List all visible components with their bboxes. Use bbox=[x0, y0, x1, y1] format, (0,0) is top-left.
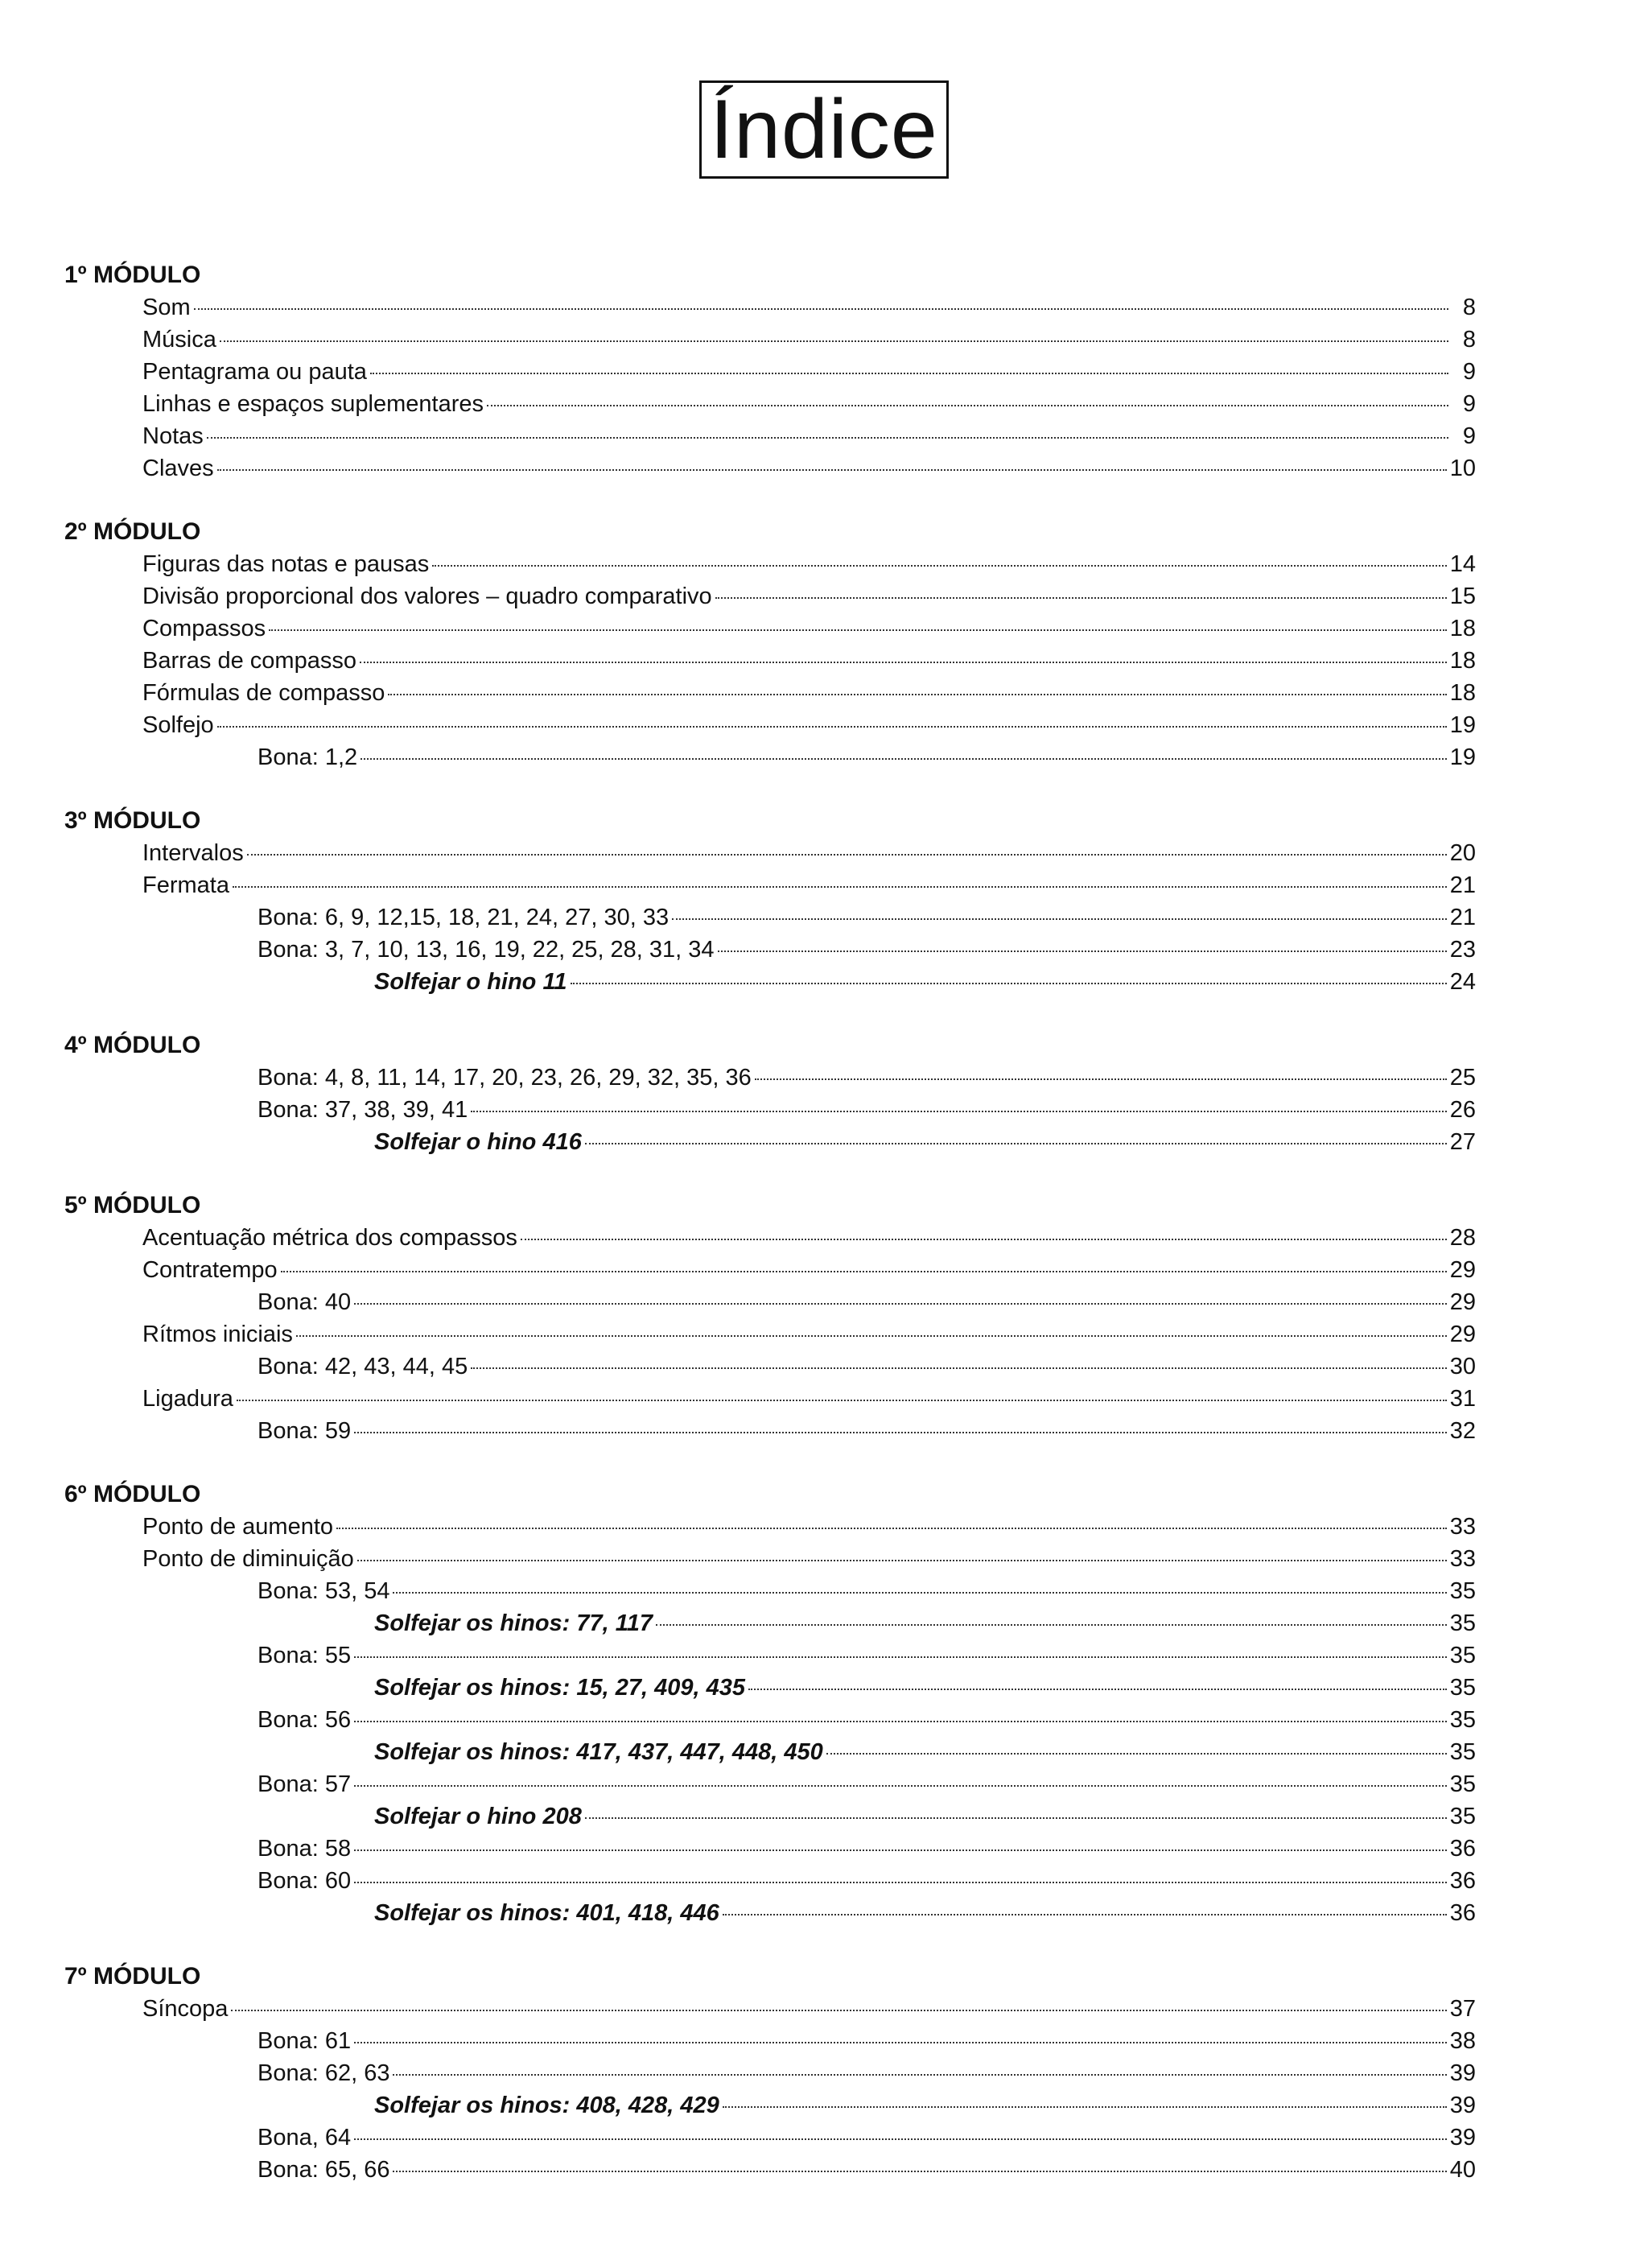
dot-leader bbox=[487, 404, 1448, 406]
toc-entry-label: Divisão proporcional dos valores – quadro comparativo bbox=[142, 583, 712, 609]
module-section bbox=[0, 516, 1648, 773]
toc-entry bbox=[258, 2057, 1476, 2089]
toc-entry bbox=[258, 1704, 1476, 1736]
toc-entry-page-number: 33 bbox=[1449, 1546, 1476, 1572]
toc-entry-label: Bona: 1,2 bbox=[258, 744, 358, 770]
toc-entry-label: Fermata bbox=[142, 872, 229, 898]
toc-entry bbox=[374, 1800, 1476, 1833]
dot-leader bbox=[281, 1270, 1447, 1272]
toc-entry-label: Solfejar os hinos: 408, 428, 429 bbox=[374, 2093, 719, 2118]
module-title: 4º MÓDULO bbox=[64, 1032, 201, 1058]
page-header bbox=[0, 80, 1648, 179]
toc-entry-page-number: 37 bbox=[1449, 1996, 1476, 2022]
toc-entry-page-number: 39 bbox=[1449, 2093, 1476, 2118]
toc-entry bbox=[374, 1897, 1476, 1929]
dot-leader bbox=[194, 307, 1448, 310]
toc-entry bbox=[258, 1833, 1476, 1865]
toc-entry bbox=[142, 1511, 1476, 1543]
toc-entry-label: Figuras das notas e pausas bbox=[142, 551, 430, 577]
dot-leader bbox=[354, 1720, 1447, 1722]
toc-entry-page-number: 35 bbox=[1449, 1578, 1476, 1604]
toc-entry-page-number: 35 bbox=[1449, 1675, 1476, 1701]
toc-entry bbox=[258, 1575, 1476, 1607]
toc-entry-page-number: 31 bbox=[1449, 1386, 1476, 1412]
toc-entry bbox=[258, 2025, 1476, 2057]
toc-entry-page-number: 28 bbox=[1449, 1225, 1476, 1251]
toc-entry-label: Ponto de aumento bbox=[142, 1514, 334, 1540]
toc-entry-label: Bona: 55 bbox=[258, 1643, 352, 1668]
toc-entry bbox=[374, 966, 1476, 998]
dot-leader bbox=[354, 1656, 1447, 1658]
toc-entry-label: Ponto de diminuição bbox=[142, 1546, 354, 1572]
toc-entry-page-number: 10 bbox=[1449, 456, 1476, 481]
dot-leader bbox=[432, 564, 1446, 567]
toc-entry-label: Bona: 4, 8, 11, 14, 17, 20, 23, 26, 29, 32, 35, 36 bbox=[258, 1065, 752, 1091]
dot-leader bbox=[585, 1816, 1447, 1819]
toc-entry bbox=[374, 1607, 1476, 1639]
dot-leader bbox=[521, 1238, 1447, 1240]
toc-entry bbox=[258, 1286, 1476, 1318]
dot-leader bbox=[354, 1784, 1447, 1787]
dot-leader bbox=[354, 1881, 1447, 1883]
toc-entry bbox=[142, 612, 1476, 645]
toc-entry bbox=[258, 1062, 1476, 1094]
toc-entry-label: Contratempo bbox=[142, 1257, 278, 1283]
toc-entry-page-number: 19 bbox=[1449, 712, 1476, 738]
toc-entry-page-number: 25 bbox=[1449, 1065, 1476, 1091]
toc-entry-page-number: 8 bbox=[1462, 327, 1476, 353]
module-title: 1º MÓDULO bbox=[64, 262, 201, 288]
toc-entry-page-number: 26 bbox=[1449, 1097, 1476, 1123]
toc-entry-label: Pentagrama ou pauta bbox=[142, 359, 367, 385]
dot-leader bbox=[370, 372, 1448, 374]
dot-leader bbox=[393, 1591, 1446, 1594]
toc-entry-label: Claves bbox=[142, 456, 214, 481]
module-section bbox=[0, 1478, 1648, 1929]
toc-entry-page-number: 18 bbox=[1449, 680, 1476, 706]
toc-entry-page-number: 27 bbox=[1449, 1129, 1476, 1155]
dot-leader bbox=[672, 918, 1447, 920]
toc-entry-page-number: 20 bbox=[1449, 840, 1476, 866]
module-section bbox=[0, 1029, 1648, 1158]
toc-entry-label: Rítmos iniciais bbox=[142, 1322, 293, 1347]
toc-entry-page-number: 40 bbox=[1449, 2157, 1476, 2183]
dot-leader bbox=[217, 468, 1447, 471]
toc-entry-page-number: 14 bbox=[1449, 551, 1476, 577]
module-title: 5º MÓDULO bbox=[64, 1192, 201, 1219]
dot-leader bbox=[826, 1752, 1447, 1755]
toc-entry bbox=[142, 645, 1476, 677]
toc-entry-page-number: 29 bbox=[1449, 1322, 1476, 1347]
toc-entry-label: Barras de compasso bbox=[142, 648, 356, 674]
dot-leader bbox=[354, 1431, 1447, 1433]
toc-entry-page-number: 35 bbox=[1449, 1707, 1476, 1733]
toc-entry bbox=[142, 677, 1476, 709]
module-title: 3º MÓDULO bbox=[64, 807, 201, 834]
toc-entry bbox=[258, 1768, 1476, 1800]
toc-entry bbox=[258, 901, 1476, 934]
toc-entry bbox=[142, 1993, 1476, 2025]
dot-leader bbox=[715, 596, 1447, 599]
toc-entry-label: Linhas e espaços suplementares bbox=[142, 391, 484, 417]
toc-entry-page-number: 21 bbox=[1449, 905, 1476, 930]
toc-entry-label: Bona: 57 bbox=[258, 1771, 352, 1797]
dot-leader bbox=[336, 1527, 1447, 1529]
dot-leader bbox=[360, 757, 1447, 760]
toc-entry bbox=[142, 291, 1476, 324]
toc-entry-label: Bona: 40 bbox=[258, 1289, 352, 1315]
module-title: 7º MÓDULO bbox=[64, 1963, 201, 1990]
toc-entry-page-number: 38 bbox=[1449, 2028, 1476, 2054]
toc-entry-page-number: 8 bbox=[1462, 295, 1476, 320]
toc-entry bbox=[142, 548, 1476, 580]
dot-leader bbox=[354, 2138, 1447, 2140]
dot-leader bbox=[217, 725, 1447, 728]
dot-leader bbox=[207, 436, 1448, 439]
toc-entry bbox=[374, 1126, 1476, 1158]
toc-entry-label: Bona: 58 bbox=[258, 1836, 352, 1862]
module-section bbox=[0, 1190, 1648, 1447]
dot-leader bbox=[585, 1142, 1447, 1144]
toc-entry bbox=[142, 388, 1476, 420]
toc-entry-label: Solfejar o hino 416 bbox=[374, 1129, 582, 1155]
toc-entry-page-number: 18 bbox=[1449, 616, 1476, 641]
toc-entry bbox=[258, 1094, 1476, 1126]
dot-leader bbox=[354, 1302, 1447, 1305]
dot-leader bbox=[231, 2009, 1446, 2011]
dot-leader bbox=[471, 1367, 1447, 1369]
dot-leader bbox=[220, 340, 1448, 342]
dot-leader bbox=[354, 2041, 1447, 2043]
dot-leader bbox=[755, 1078, 1447, 1080]
dot-leader bbox=[269, 629, 1447, 631]
toc-entry-page-number: 23 bbox=[1449, 937, 1476, 963]
toc-entry bbox=[258, 1415, 1476, 1447]
toc-entry-page-number: 29 bbox=[1449, 1289, 1476, 1315]
toc-entry-label: Bona: 3, 7, 10, 13, 16, 19, 22, 25, 28, 31, 34 bbox=[258, 937, 715, 963]
module-section bbox=[0, 259, 1648, 485]
toc-entry-label: Solfejar os hinos: 417, 437, 447, 448, 450 bbox=[374, 1739, 823, 1765]
toc-entry-page-number: 35 bbox=[1449, 1643, 1476, 1668]
toc-entry bbox=[374, 1672, 1476, 1704]
toc-entry bbox=[142, 420, 1476, 452]
toc-entry bbox=[258, 1865, 1476, 1897]
dot-leader bbox=[247, 853, 1447, 856]
toc-entry-page-number: 36 bbox=[1449, 1868, 1476, 1894]
toc-entry-page-number: 35 bbox=[1449, 1739, 1476, 1765]
dot-leader bbox=[656, 1623, 1447, 1626]
toc-entry-page-number: 9 bbox=[1462, 391, 1476, 417]
toc-entry bbox=[374, 2089, 1476, 2122]
toc-entry-label: Acentuação métrica dos compassos bbox=[142, 1225, 517, 1251]
page-title: Índice bbox=[699, 80, 949, 179]
dot-leader bbox=[296, 1334, 1447, 1337]
toc-entry bbox=[142, 580, 1476, 612]
toc-entry-page-number: 24 bbox=[1449, 969, 1476, 995]
toc-entry-page-number: 35 bbox=[1449, 1804, 1476, 1829]
toc-entry-page-number: 19 bbox=[1449, 744, 1476, 770]
toc-entry bbox=[258, 1639, 1476, 1672]
toc-entry bbox=[142, 452, 1476, 485]
toc-entry-page-number: 30 bbox=[1449, 1354, 1476, 1379]
dot-leader bbox=[471, 1110, 1447, 1112]
toc-entry-page-number: 18 bbox=[1449, 648, 1476, 674]
toc-entry-label: Intervalos bbox=[142, 840, 244, 866]
toc-entry-label: Solfejar o hino 208 bbox=[374, 1804, 582, 1829]
toc-entry-page-number: 39 bbox=[1449, 2060, 1476, 2086]
module-title: 6º MÓDULO bbox=[64, 1481, 201, 1507]
toc-entry-label: Bona: 6, 9, 12,15, 18, 21, 24, 27, 30, 33 bbox=[258, 905, 670, 930]
toc-entry bbox=[142, 709, 1476, 741]
toc-entry-label: Solfejar o hino 11 bbox=[374, 969, 567, 995]
toc-entry-label: Solfejar os hinos: 15, 27, 409, 435 bbox=[374, 1675, 745, 1701]
toc-entry-label: Bona: 62, 63 bbox=[258, 2060, 390, 2086]
toc-entry-label: Notas bbox=[142, 423, 204, 449]
toc-entry bbox=[258, 741, 1476, 773]
module-title: 2º MÓDULO bbox=[64, 518, 201, 545]
toc-entry-page-number: 35 bbox=[1449, 1771, 1476, 1797]
toc-entry bbox=[258, 2122, 1476, 2154]
toc-entry-label: Som bbox=[142, 295, 191, 320]
toc-entry-page-number: 9 bbox=[1462, 423, 1476, 449]
toc-entry bbox=[142, 324, 1476, 356]
toc-entry-label: Ligadura bbox=[142, 1386, 233, 1412]
dot-leader bbox=[388, 693, 1446, 695]
toc-entry-label: Bona: 37, 38, 39, 41 bbox=[258, 1097, 468, 1123]
toc-entry bbox=[142, 1254, 1476, 1286]
toc-entry-page-number: 35 bbox=[1449, 1610, 1476, 1636]
dot-leader bbox=[237, 1399, 1447, 1401]
module-section bbox=[0, 805, 1648, 998]
dot-leader bbox=[393, 2073, 1446, 2076]
module-section bbox=[0, 1961, 1648, 2186]
toc-entry-label: Bona: 59 bbox=[258, 1418, 352, 1444]
dot-leader bbox=[718, 950, 1447, 952]
toc-entry bbox=[142, 869, 1476, 901]
toc-entry-label: Bona: 53, 54 bbox=[258, 1578, 390, 1604]
toc-entry-page-number: 9 bbox=[1462, 359, 1476, 385]
toc-entry-page-number: 21 bbox=[1449, 872, 1476, 898]
toc-entry-label: Bona, 64 bbox=[258, 2125, 352, 2150]
toc-entry-label: Solfejo bbox=[142, 712, 214, 738]
dot-leader bbox=[233, 885, 1447, 888]
toc-entry-label: Bona: 42, 43, 44, 45 bbox=[258, 1354, 468, 1379]
toc-entry-page-number: 39 bbox=[1449, 2125, 1476, 2150]
toc-entry-page-number: 36 bbox=[1449, 1836, 1476, 1862]
toc-entry bbox=[142, 356, 1476, 388]
toc-entry-page-number: 29 bbox=[1449, 1257, 1476, 1283]
dot-leader bbox=[357, 1559, 1447, 1561]
dot-leader bbox=[360, 661, 1447, 663]
dot-leader bbox=[571, 982, 1447, 984]
toc-entry bbox=[142, 1222, 1476, 1254]
toc-entry bbox=[258, 934, 1476, 966]
toc-entry-label: Bona: 61 bbox=[258, 2028, 352, 2054]
toc-entry bbox=[258, 2154, 1476, 2186]
toc-entry bbox=[142, 1543, 1476, 1575]
toc-entry-label: Música bbox=[142, 327, 216, 353]
toc-entry-page-number: 32 bbox=[1449, 1418, 1476, 1444]
toc-entry-label: Solfejar os hinos: 401, 418, 446 bbox=[374, 1900, 719, 1926]
toc-entry-label: Solfejar os hinos: 77, 117 bbox=[374, 1610, 653, 1636]
toc-entry-label: Síncopa bbox=[142, 1996, 229, 2022]
toc-entry bbox=[142, 837, 1476, 869]
toc-entry bbox=[142, 1318, 1476, 1350]
dot-leader bbox=[723, 2105, 1447, 2108]
toc-entry-page-number: 15 bbox=[1449, 583, 1476, 609]
dot-leader bbox=[393, 2170, 1446, 2172]
toc-entry-label: Bona: 60 bbox=[258, 1868, 352, 1894]
toc-entry-label: Bona: 56 bbox=[258, 1707, 352, 1733]
toc-entry bbox=[142, 1383, 1476, 1415]
toc-entry bbox=[258, 1350, 1476, 1383]
toc-entry-label: Compassos bbox=[142, 616, 266, 641]
toc-entry-label: Bona: 65, 66 bbox=[258, 2157, 390, 2183]
toc-entry bbox=[374, 1736, 1476, 1768]
toc-entry-label: Fórmulas de compasso bbox=[142, 680, 385, 706]
toc-entry-page-number: 33 bbox=[1449, 1514, 1476, 1540]
table-of-contents bbox=[0, 259, 1648, 2217]
dot-leader bbox=[723, 1913, 1447, 1915]
dot-leader bbox=[748, 1688, 1447, 1690]
dot-leader bbox=[354, 1849, 1447, 1851]
toc-entry-page-number: 36 bbox=[1449, 1900, 1476, 1926]
